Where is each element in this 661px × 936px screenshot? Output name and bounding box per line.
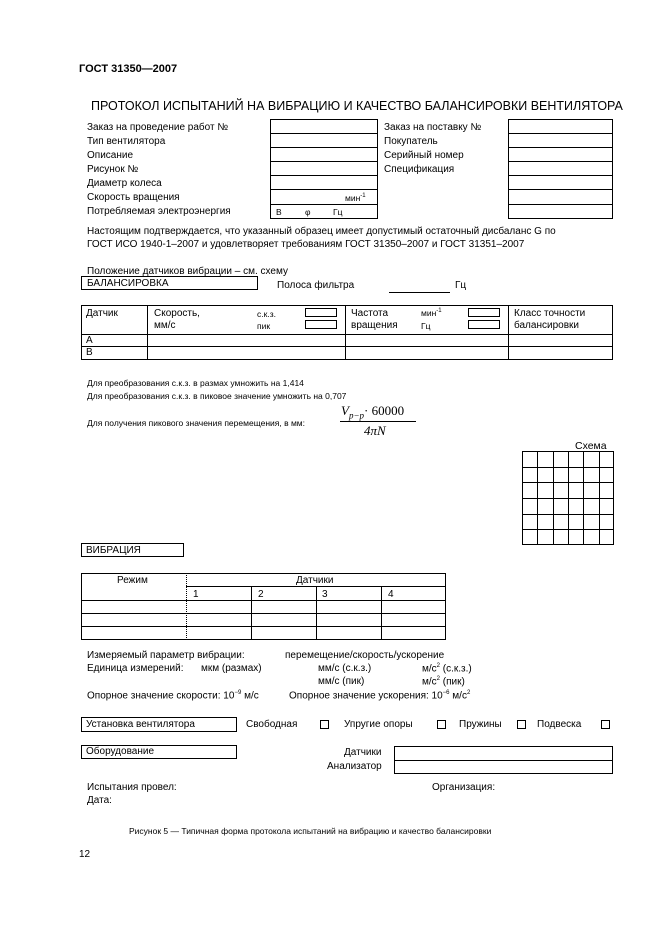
col-frequency-2: вращения <box>351 320 398 331</box>
freq-unit-hz: Гц <box>421 321 431 331</box>
scheme-grid-line <box>522 498 614 499</box>
field-label-description: Описание <box>87 150 134 161</box>
divider <box>508 305 509 360</box>
sensor-col-3: 3 <box>322 589 328 600</box>
installation-free-label: Свободная <box>246 719 298 730</box>
divider <box>270 204 378 205</box>
divider <box>270 133 378 134</box>
field-label-drawing-no: Рисунок № <box>87 164 139 175</box>
rms-checkbox[interactable] <box>305 308 337 317</box>
rms-label: с.к.з. <box>257 309 276 319</box>
divider <box>270 189 378 190</box>
divider <box>186 573 187 640</box>
unit-ms2-rms: $м/с^2$ (с.к.з.) <box>422 663 472 675</box>
divider <box>186 586 446 587</box>
power-unit-hz: Гц <box>333 207 343 217</box>
installation-elastic-checkbox[interactable] <box>437 720 446 729</box>
field-label-spec: Спецификация <box>384 164 455 175</box>
date-label: Дата: <box>87 795 112 806</box>
field-label-fan-type: Тип вентилятора <box>87 136 166 147</box>
sensors-header: Датчики <box>296 575 334 586</box>
col-balancing-class-2: балансировки <box>514 320 579 331</box>
page-number: 12 <box>79 849 91 860</box>
installation-section-title: Установка вентилятора <box>86 719 195 730</box>
formula-fraction-bar <box>340 421 416 422</box>
field-label-rotation-speed: Скорость вращения <box>87 192 180 203</box>
figure-caption: Рисунок 5 — Типичная форма протокола испытаний на вибрацию и качество балансировки <box>129 826 492 836</box>
unit-um: мкм (размах) <box>201 663 262 674</box>
scheme-grid-line <box>522 467 614 468</box>
divider <box>81 600 446 601</box>
scheme-grid-line <box>522 529 614 530</box>
field-label-serial: Серийный номер <box>384 150 464 161</box>
row-sensor-a: A <box>86 335 93 346</box>
divider <box>270 147 378 148</box>
sensor-col-4: 4 <box>388 589 394 600</box>
freq-unit-rpm: мин$^{-1}$ <box>421 308 442 318</box>
standard-header: ГОСТ 31350—2007 <box>79 63 178 75</box>
protocol-title: ПРОТОКОЛ ИСПЫТАНИЙ НА ВИБРАЦИЮ И КАЧЕСТВО БАЛАНСИРОВКИ ВЕНТИЛЯТОРА <box>91 99 623 113</box>
note-rms-to-range: Для преобразования с.к.з. в размах умножить на 1,414 <box>87 378 304 388</box>
installation-suspension-checkbox[interactable] <box>601 720 610 729</box>
installation-springs-checkbox[interactable] <box>517 720 526 729</box>
col-speed: Скорость, <box>154 308 200 319</box>
unit-mms-rms: мм/с (с.к.з.) <box>318 663 372 674</box>
peak-label: пик <box>257 321 271 331</box>
divider <box>394 760 613 761</box>
divider <box>81 334 613 335</box>
filter-band-input-line[interactable] <box>389 292 450 293</box>
sensor-position-note: Положение датчиков вибрации – см. схему <box>87 266 288 277</box>
divider <box>508 161 613 162</box>
divider <box>270 175 378 176</box>
hz-checkbox[interactable] <box>468 320 500 329</box>
field-label-buyer: Покупатель <box>384 136 438 147</box>
divider <box>81 346 613 347</box>
balancing-section-title: БАЛАНСИРОВКА <box>87 278 169 289</box>
confirm-line-2: ГОСТ ИСО 1940-1–2007 и удовлетворяет требованиям ГОСТ 31350–2007 и ГОСТ 31351–2007 <box>87 239 525 250</box>
filter-band-unit: Гц <box>455 280 467 291</box>
unit-label: Единица измерений: <box>87 663 184 674</box>
filter-band-label: Полоса фильтра <box>277 280 355 291</box>
divider <box>508 175 613 176</box>
note-peak-displacement: Для получения пикового значения перемещения, в мм: <box>87 418 306 428</box>
divider <box>81 613 446 614</box>
equipment-section-title: Оборудование <box>86 746 155 757</box>
organization-label: Организация: <box>432 782 496 793</box>
divider <box>270 161 378 162</box>
divider <box>147 305 148 360</box>
peak-checkbox[interactable] <box>305 320 337 329</box>
scheme-grid-line <box>522 482 614 483</box>
unit-mms-peak: мм/с (пик) <box>318 676 365 687</box>
formula-numerator: $V_{p-p}\cdot 60000$ <box>341 403 405 421</box>
field-label-power: Потребляемая электроэнергия <box>87 206 231 217</box>
installation-suspension-label: Подвеска <box>537 719 582 730</box>
tested-by-label: Испытания провел: <box>87 782 177 793</box>
power-unit-phi: φ <box>305 207 311 217</box>
ref-speed: Опорное значение скорости: $10^{-9}$ м/с <box>87 690 259 702</box>
field-label-order-no: Заказ на проведение работ № <box>87 122 229 133</box>
measured-param-value: перемещение/скорость/ускорение <box>285 650 445 661</box>
col-sensor: Датчик <box>86 308 118 319</box>
equipment-analyzer-label: Анализатор <box>327 761 382 772</box>
col-frequency: Частота <box>351 308 389 319</box>
installation-free-checkbox[interactable] <box>320 720 329 729</box>
rpm-checkbox[interactable] <box>468 308 500 317</box>
installation-springs-label: Пружины <box>459 719 502 730</box>
divider <box>508 204 613 205</box>
divider <box>345 305 346 360</box>
sensor-col-1: 1 <box>193 589 199 600</box>
note-rms-to-peak: Для преобразования с.к.з. в пиковое значение умножить на 0,707 <box>87 391 347 401</box>
speed-unit: мин$^{-1}$ <box>345 193 366 203</box>
scheme-grid-line <box>522 514 614 515</box>
divider <box>508 147 613 148</box>
divider <box>508 189 613 190</box>
divider <box>508 133 613 134</box>
field-label-wheel-diameter: Диаметр колеса <box>87 178 162 189</box>
equipment-sensors-label: Датчики <box>344 747 382 758</box>
installation-elastic-label: Упругие опоры <box>344 719 413 730</box>
ref-accel: Опорное значение ускорения: $10^{-6}$ $м/с^2$ <box>289 690 471 702</box>
formula-denominator: 4πN <box>364 423 386 438</box>
col-speed-unit: мм/с <box>154 320 176 331</box>
mode-header: Режим <box>117 575 148 586</box>
row-sensor-b: B <box>86 347 93 358</box>
sensor-col-2: 2 <box>258 589 264 600</box>
scheme-label: Схема <box>575 440 607 452</box>
measured-param-label: Измеряемый параметр вибрации: <box>87 650 245 661</box>
vibration-section-title: ВИБРАЦИЯ <box>86 545 141 556</box>
unit-ms2-peak: $м/с^2$ (пик) <box>422 676 465 688</box>
power-unit-v: В <box>276 207 282 217</box>
field-label-supply-order: Заказ на поставку № <box>384 122 482 133</box>
col-balancing-class: Класс точности <box>514 308 586 319</box>
confirm-line-1: Настоящим подтверждается, что указанный образец имеет допустимый остаточный дисбаланс G по <box>87 226 556 237</box>
divider <box>81 626 446 627</box>
